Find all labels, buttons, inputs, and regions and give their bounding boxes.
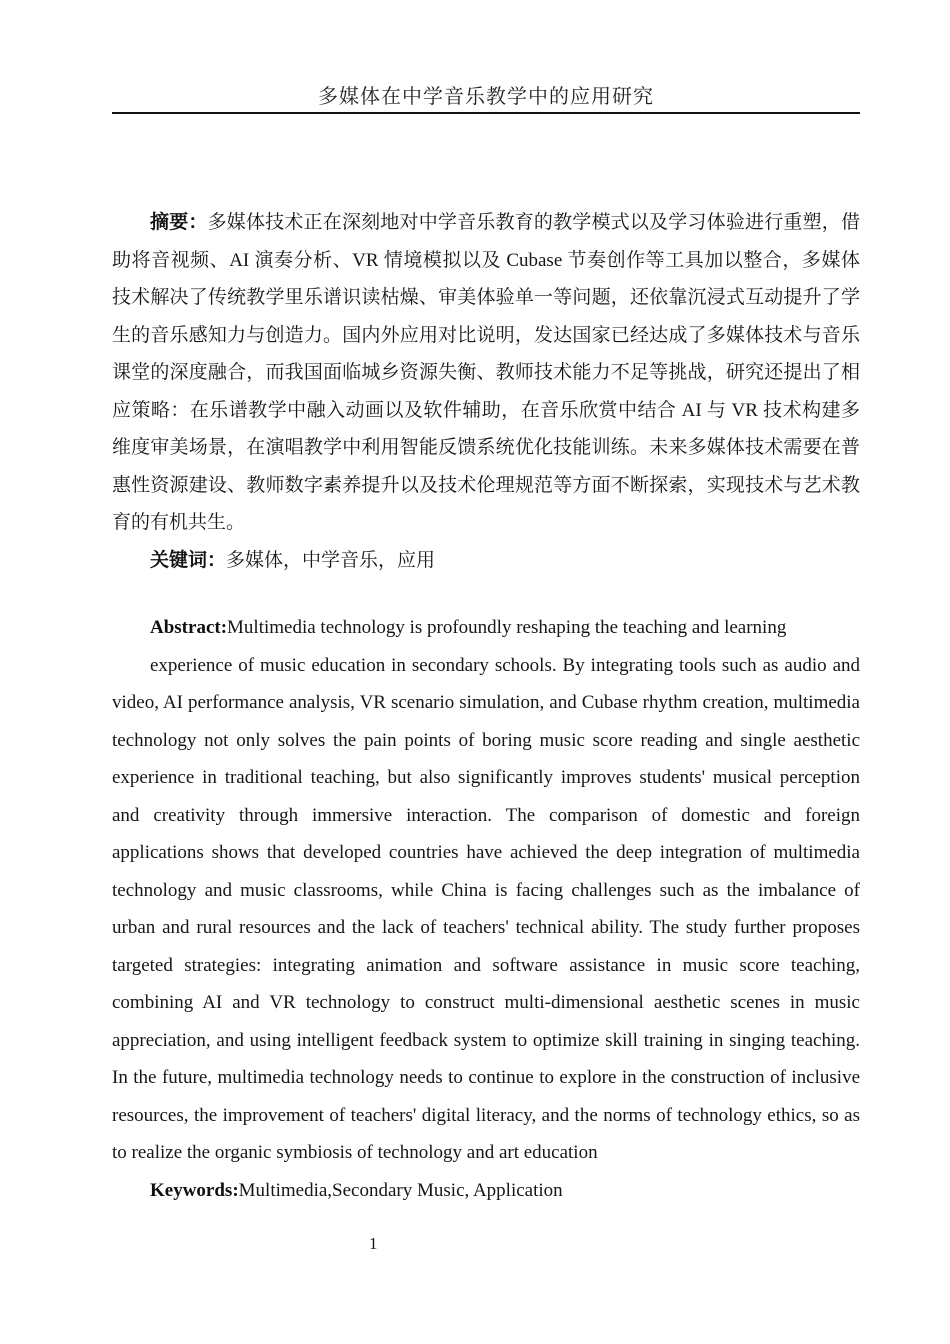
cn-keywords-label: 关键词：	[150, 549, 227, 571]
en-keywords-label: Keywords:	[150, 1179, 239, 1201]
cn-abstract-label: 摘要：	[150, 212, 208, 233]
en-keywords-line	[112, 1172, 860, 1210]
en-abstract-first-line	[112, 609, 860, 647]
en-abstract-first-text: Multimedia technology is profoundly reshaping the teaching and learning	[227, 617, 787, 638]
en-keywords-text: Multimedia,Secondary Music, Application	[238, 1179, 563, 1201]
en-abstract-label: Abstract:	[150, 617, 228, 638]
header-rule	[112, 112, 860, 114]
header-title: 多媒体在中学音乐教学中的应用研究	[318, 86, 654, 108]
cn-abstract-paragraph	[112, 204, 860, 542]
en-abstract-paragraph: experience of music education in secondary schools. By integrating tools such as audio and video, AI performance analysis, VR scenario simulation, and Cubase rhythm creation, multimedia technology not only solves the pain points of boring music score reading and single aesthetic experience in traditional teaching, but also significantly improves students' musical perception and creativity through immersive interaction. The comparison of domestic and foreign applications shows that developed countries have achieved the deep integration of multimedia technology and music classrooms, while China is facing challenges such as the imbalance of urban and rural resources and the lack of teachers' technical ability. The study further proposes targeted strategies: integrating animation and software assistance in music score teaching, combining AI and VR technology to construct multi-dimensional aesthetic scenes in music appreciation, and using intelligent feedback system to optimize skill training in singing teaching. In the future, multimedia technology needs to continue to explore in the construction of inclusive resources, the improvement of teachers' digital literacy, and the norms of technology ethics, so as to realize the organic symbiosis of technology and art education	[112, 654, 860, 1163]
cn-keywords-text: 多媒体，中学音乐，应用	[226, 549, 436, 571]
document-body	[112, 204, 860, 1209]
page-footer	[369, 1235, 378, 1253]
page-header	[112, 0, 860, 114]
cn-abstract-text: 多媒体技术正在深刻地对中学音乐教育的教学模式以及学习体验进行重塑，借助将音视频、AI 演奏分析、VR 情境模拟以及 Cubase 节奏创作等工具加以整合，多媒体技术解决了传统教学里乐谱识读枯燥、审美体验单一等问题，还依靠沉浸式互动提升了学生的音乐感知力与创造力。国内外应用对比说明，发达国家已经达成了多媒体技术与音乐课堂的深度融合，而我国面临城乡资源失衡、教师技术能力不足等挑战，研究还提出了相应策略：在乐谱教学中融入动画以及软件辅助，在音乐欣赏中结合 AI 与 VR 技术构建多维度审美场景，在演唱教学中利用智能反馈系统优化技能训练。未来多媒体技术需要在普惠性资源建设、教师数字素养提升以及技术伦理规范等方面不断探索，实现技术与艺术教育的有机共生。	[112, 212, 860, 533]
page-number: 1	[369, 1234, 378, 1253]
cn-keywords-line	[112, 542, 860, 580]
